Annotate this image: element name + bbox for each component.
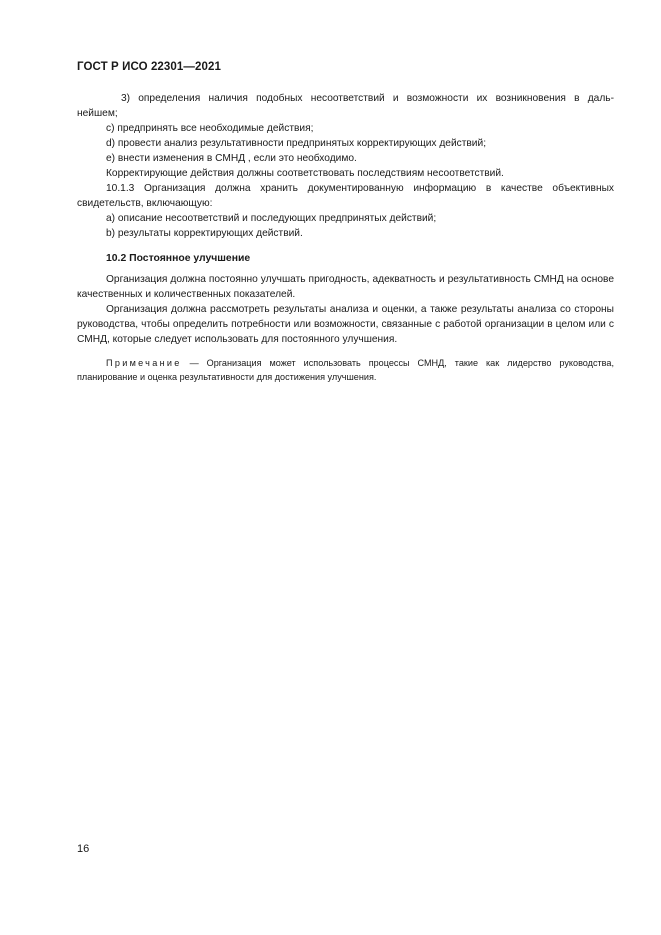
document-body: [77, 91, 614, 384]
list-item-c: c) предпринять все необходимые действия;: [106, 123, 314, 134]
list-item-a: a) описание несоответствий и последующих предпринятых действий;: [106, 213, 437, 224]
list-item-e: e) внести изменения в СМНД , если это необходимо.: [106, 153, 357, 164]
corrective-actions-paragraph: Корректирующие действия должны соответствовать последствиям несоответствий.: [106, 168, 504, 179]
clause-10-1-3-line1: 10.1.3 Организация должна хранить документированную информацию в качестве объективных: [106, 183, 614, 194]
section-title: 10.2 Постоянное улучшение: [106, 253, 251, 264]
document-header: ГОСТ Р ИСО 22301—2021: [77, 61, 222, 73]
note-label: Примечание: [106, 358, 182, 368]
note-text: — Организация может использовать процессы СМНД, такие как лидерство руководства, планирование и оценка результативности для достижения улучшения.: [77, 358, 614, 382]
list-item-b: b) результаты корректирующих действий.: [106, 228, 303, 239]
list-item-3-line1: 3) определения наличия подобных несоответствий и возможности их возникновения в даль-: [121, 93, 614, 104]
page-number: 16: [77, 843, 90, 855]
improvement-paragraph-1: Организация должна постоянно улучшать пригодность, адекватность и результативность СМНД на основе качественных и количественных показателей.: [77, 274, 614, 300]
clause-10-1-3-line2: свидетельств, включающую:: [77, 198, 213, 209]
note-block: [77, 356, 614, 384]
list-item-3-line2: нейшем;: [77, 108, 118, 119]
list-item-d: d) провести анализ результативности предпринятых корректирующих действий;: [106, 138, 487, 149]
improvement-paragraph-2: Организация должна рассмотреть результаты анализа и оценки, а также результаты анализа со стороны руководства, чтобы определить потребности или возможности, связанные с работой организации в целом или с СМНД, которые следует использовать для постоянного улучшения.: [77, 304, 614, 345]
